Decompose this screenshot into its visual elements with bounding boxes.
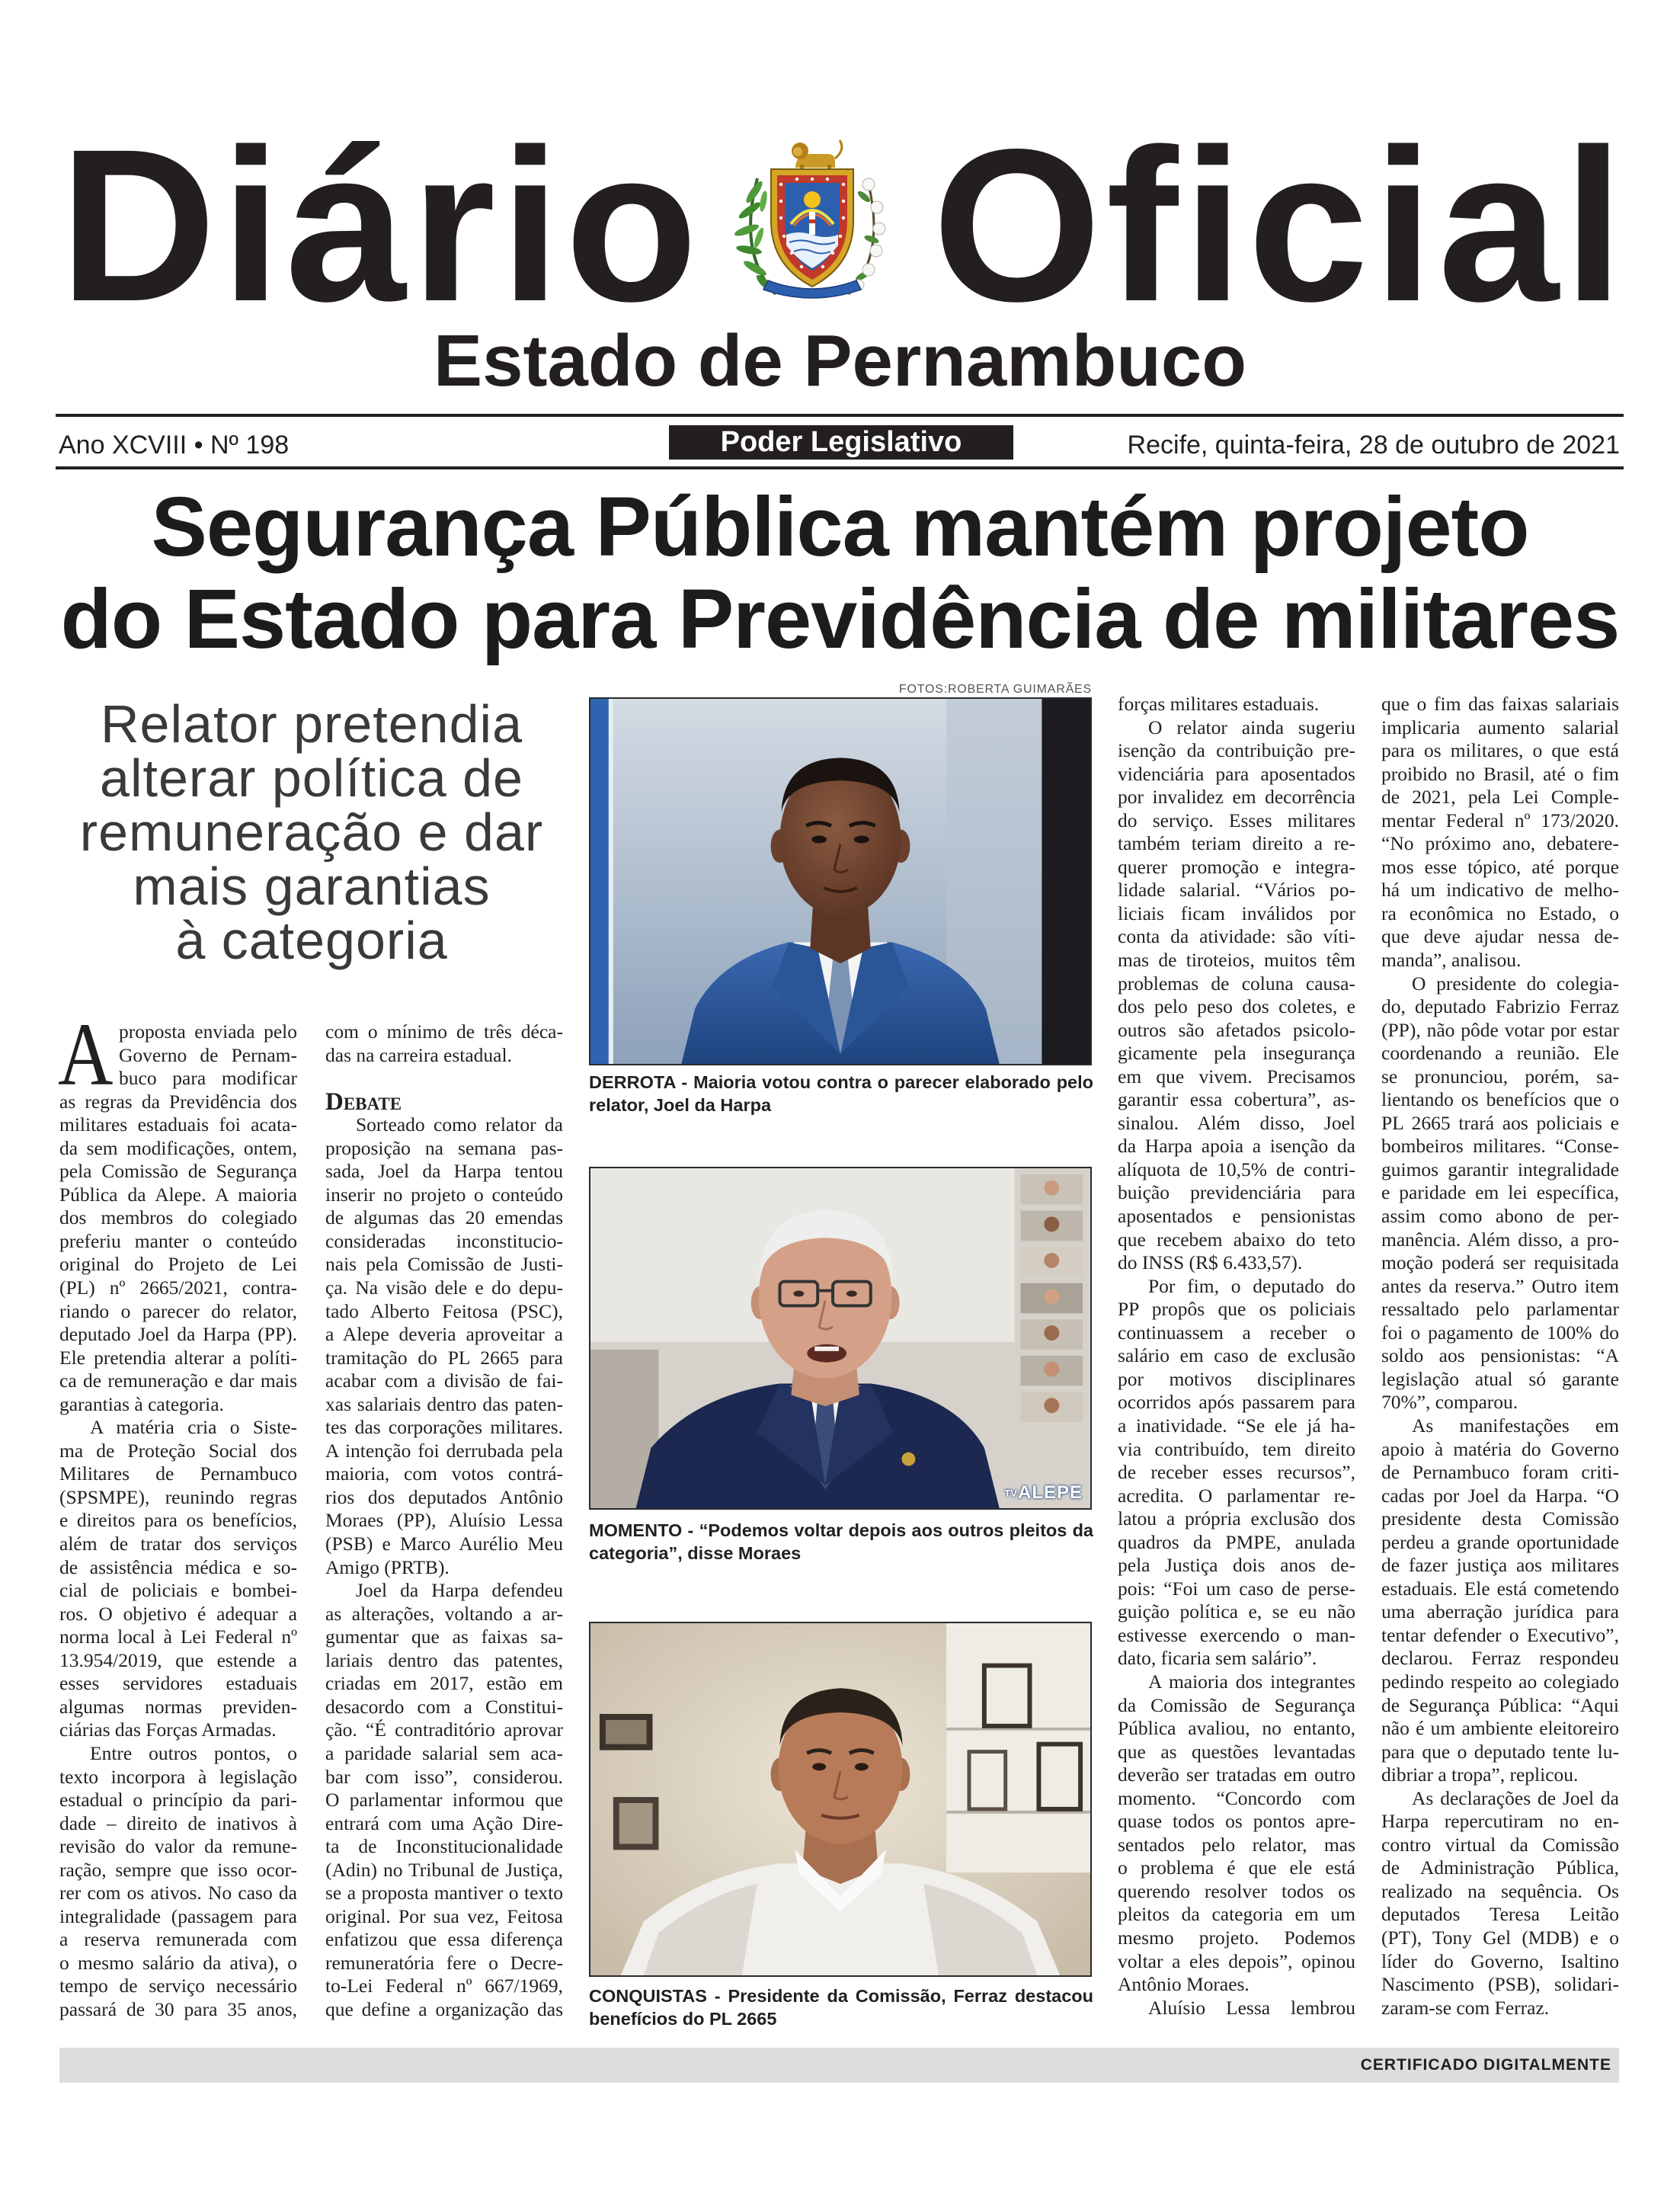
text-line: de Segurança Pública: “Aqui xyxy=(1381,1693,1619,1716)
article-column-2 xyxy=(325,1020,563,2022)
text-line: tentar defender o Executivo”, xyxy=(1381,1623,1619,1646)
text-line: algumas normas previden- xyxy=(59,1695,297,1718)
article-column-3 xyxy=(1118,693,1355,2020)
text-line: lariais dentro das patentes, xyxy=(325,1648,563,1671)
text-line: e paridade em lei específica, xyxy=(1381,1181,1619,1204)
text-line: estadual o princípio da pari- xyxy=(59,1789,297,1811)
text-line: tramitação do PL 2665 para xyxy=(325,1346,563,1369)
caption-line: benefícios do PL 2665 xyxy=(589,2009,777,2029)
photo-caption xyxy=(589,1984,1093,2030)
text-line: perdeu a grande oportunidade xyxy=(1381,1530,1619,1553)
text-line: A matéria cria o Siste- xyxy=(90,1416,297,1439)
text-line: com o mínimo de três déca- xyxy=(325,1020,563,1043)
text-line: Pública avaliou, no entanto, xyxy=(1118,1717,1355,1740)
text-line: ciárias das Forças Armadas. xyxy=(59,1719,277,1741)
text-line: legislação atual só garante xyxy=(1381,1367,1619,1390)
text-line: deverão ser tratadas em outro xyxy=(1118,1763,1355,1786)
text-line: Entre outros pontos, o xyxy=(90,1741,297,1764)
text-line: proibido no Brasil, até o fim xyxy=(1381,762,1619,785)
text-line: ros. O objetivo é adequar a xyxy=(59,1602,297,1625)
video-thumbnails xyxy=(1021,1174,1083,1422)
text-line: do INSS (R$ 6.433,57). xyxy=(1118,1251,1303,1274)
text-line: O presidente do colegia- xyxy=(1412,972,1619,995)
text-line: guimos garantir integralidade xyxy=(1381,1158,1619,1180)
text-line: a paridade salarial sem aca- xyxy=(325,1741,563,1764)
text-line: do, deputado Fabrizio Ferraz xyxy=(1381,995,1619,1018)
photo-ferraz xyxy=(589,1622,1092,1977)
text-line: proposta enviada pelo xyxy=(119,1020,297,1043)
text-line: conta da atividade: são víti- xyxy=(1118,925,1355,948)
paragraph xyxy=(58,1004,297,1416)
paragraph xyxy=(325,1579,563,2021)
text-line: dos pelo peso dos coletes, e xyxy=(1118,995,1355,1018)
text-line: em que vivem. Precisamos xyxy=(1118,1065,1355,1087)
text-line: manda”, analisou. xyxy=(1381,949,1522,972)
shield xyxy=(771,169,853,287)
text-line: realizado na sequência. Os xyxy=(1381,1879,1619,1902)
text-line: Governo de Pernam- xyxy=(119,1043,297,1066)
text-line: ma de Proteção Social dos xyxy=(59,1439,297,1462)
photo-image xyxy=(590,1168,1090,1508)
text-line: estivesse exercendo o man- xyxy=(1118,1623,1355,1646)
text-line: foi o pagamento de 100% do xyxy=(1381,1321,1619,1344)
text-line: ta de Inconstitucionalidade xyxy=(325,1835,563,1858)
text-line: mas de tiroteios, muitos têm xyxy=(1118,949,1355,972)
text-line: ção. “É contraditório aprovar xyxy=(325,1719,563,1741)
text-line: declarou. Ferraz respondeu xyxy=(1381,1647,1619,1670)
text-line: de Pernambuco foram criti- xyxy=(1381,1461,1619,1484)
text-line: Antônio Moraes. xyxy=(1118,1973,1250,1996)
text-line: que recebem abaixo do teto xyxy=(1118,1228,1355,1251)
text-line: de receber esses recursos”, xyxy=(1118,1461,1355,1484)
text-line: A maioria dos integrantes xyxy=(1148,1670,1355,1693)
sugarcane-branch xyxy=(733,178,776,294)
text-line: se pronunciou, porém, sa- xyxy=(1381,1065,1619,1087)
photo-credit: FOTOS:ROBERTA GUIMARÃES xyxy=(898,683,1092,696)
text-line: outros são afetados psicolo- xyxy=(1118,1018,1355,1041)
paragraph xyxy=(1381,1787,1619,2020)
footer-bar xyxy=(59,2048,1619,2083)
text-line: acabar com a divisão de fai- xyxy=(325,1369,563,1392)
text-line: to-Lei Federal nº 667/1969, xyxy=(325,1975,563,1997)
text-line: dato, ficaria sem salário”. xyxy=(1118,1647,1317,1670)
text-line: para os militares, o que está xyxy=(1381,739,1619,762)
text-line: Moraes (PP), Aluísio Lessa xyxy=(325,1509,563,1532)
text-line: pleitos da categoria em um xyxy=(1118,1903,1355,1926)
text-line: por invalidez em decorrência xyxy=(1118,786,1355,809)
headline-line: do Estado para Previdência de militares xyxy=(60,572,1620,666)
photo-caption xyxy=(589,1071,1093,1116)
text-line: PP propôs que os policiais xyxy=(1118,1298,1355,1321)
text-line: que deve ajudar nessa de- xyxy=(1381,925,1619,948)
text-line: implicaria aumento salarial xyxy=(1381,716,1619,738)
text-line: dibriar a tropa”, replicou. xyxy=(1381,1763,1579,1786)
text-line: Nascimento (PSB), solidari- xyxy=(1381,1973,1619,1996)
tv-logo-prefix: TV xyxy=(1004,1488,1017,1499)
text-line: latou a própria exclusão dos xyxy=(1118,1507,1355,1530)
text-line: buição previdenciária para xyxy=(1118,1181,1355,1204)
coat-of-arms-icon xyxy=(721,131,904,305)
section-subheading: Debate xyxy=(325,1087,402,1116)
text-line: sentados pelo relator, mas xyxy=(1118,1833,1355,1856)
text-line: da Harpa apoia a isenção da xyxy=(1118,1135,1355,1158)
paragraph xyxy=(1118,1997,1355,2020)
text-line: lientando os benefícios que o xyxy=(1381,1088,1619,1111)
text-line: mesmo projeto. Podemos xyxy=(1118,1926,1355,1949)
text-line: estaduais. Ele está cometendo xyxy=(1381,1577,1619,1600)
masthead-title-left: Diário xyxy=(59,104,702,347)
digital-certification-label: CERTIFICADO DIGITALMENTE xyxy=(1360,2056,1611,2074)
text-line: 13.954/2019, que estende a xyxy=(59,1648,297,1671)
text-line: forças militares estaduais. xyxy=(1118,693,1320,715)
text-line: isenção da contribuição pre- xyxy=(1118,739,1355,762)
text-line: gicamente pela insegurança xyxy=(1118,1042,1355,1065)
text-line: que o fim das faixas salariais xyxy=(1381,693,1619,715)
text-line: Aluísio Lessa lembrou xyxy=(1148,1996,1355,2019)
caption-line: CONQUISTAS - Presidente da Comissão, Ferraz destacou xyxy=(589,1986,1093,2006)
text-line: ça. Na visão dele e do depu- xyxy=(325,1276,563,1299)
text-line: (PSB) e Marco Aurélio Meu xyxy=(325,1533,563,1555)
text-line: quase todos os pontos apre- xyxy=(1118,1810,1355,1833)
text-line: riando o parecer do relator, xyxy=(59,1299,297,1322)
text-line: de 2021, pela Lei Comple- xyxy=(1381,786,1619,809)
text-line: de algumas das 20 emendas xyxy=(325,1206,563,1229)
drop-cap: A xyxy=(58,1004,114,1104)
text-line: quadros da PMPE, anulada xyxy=(1118,1530,1355,1553)
text-line: há um indicativo de melho- xyxy=(1381,879,1619,902)
top-rule xyxy=(56,414,1624,417)
paragraph xyxy=(1381,972,1619,1414)
text-line: tempo de serviço necessário xyxy=(59,1975,297,1997)
text-line: que as questões levantadas xyxy=(1118,1740,1355,1763)
text-line: pela Comissão de Segurança xyxy=(59,1160,297,1183)
text-line: videnciária para aposentados xyxy=(1118,762,1355,785)
text-line: Militares de Pernambuco xyxy=(59,1462,297,1485)
text-line: tes das corporações militares. xyxy=(325,1416,563,1439)
text-line: PL 2665 trará aos policiais e xyxy=(1381,1111,1619,1134)
paragraph xyxy=(1118,1670,1355,1997)
text-line: 70%”, comparou. xyxy=(1381,1391,1518,1414)
subheadline-line: mais garantias xyxy=(133,857,491,916)
text-line: por motivos disciplinares xyxy=(1118,1367,1355,1390)
text-line: presidente desta Comissão xyxy=(1381,1507,1619,1530)
text-line: da sem modificações, ontem, xyxy=(59,1136,297,1159)
text-line: sada, Joel da Harpa tentou xyxy=(325,1160,563,1183)
text-line: a Alepe deveria aproveitar a xyxy=(325,1323,563,1346)
text-line: que define a organização das xyxy=(325,1997,563,2020)
text-line: querer promoção e integra- xyxy=(1118,855,1355,878)
text-line: consideradas inconstitucio- xyxy=(325,1229,563,1252)
text-line: tado Alberto Feitosa (PSC), xyxy=(325,1299,563,1322)
text-line: líder do Governo, Isaltino xyxy=(1381,1949,1619,1972)
text-line: ca de remuneração e dar mais xyxy=(59,1369,297,1392)
text-line: assim como abono de per- xyxy=(1381,1205,1619,1228)
caption-line: categoria”, disse Moraes xyxy=(589,1543,802,1563)
text-line: desacordo com a Constitui- xyxy=(325,1695,563,1718)
text-line: uma aberração jurídica para xyxy=(1381,1600,1619,1623)
paragraph xyxy=(325,1113,563,1579)
text-line: manência. Além disso, a pro- xyxy=(1381,1228,1619,1251)
text-line: original. Por sua vez, Feitosa xyxy=(325,1904,563,1927)
text-line: sinalou. Além disso, Joel xyxy=(1118,1111,1355,1134)
text-line: criadas em 2017, estão em xyxy=(325,1672,563,1695)
text-line: dade – direito de inativos à xyxy=(59,1811,297,1834)
text-line: Sorteado como relator da xyxy=(356,1113,563,1136)
text-line: mentar Federal nº 173/2020. xyxy=(1381,809,1619,831)
text-line: as regras da Previdência dos xyxy=(59,1090,297,1113)
photo-caption xyxy=(589,1519,1093,1565)
text-line: gumentar que as faixas sa- xyxy=(325,1626,563,1648)
text-line: bombeiros militares. “Conse- xyxy=(1381,1135,1619,1158)
paragraph xyxy=(59,1742,297,2022)
text-line: Por fim, o deputado do xyxy=(1148,1274,1355,1297)
text-line: problemas de coluna causa- xyxy=(1118,972,1355,995)
text-line: Pública da Alepe. A maioria xyxy=(59,1183,297,1206)
caption-line: DERROTA - Maioria votou contra o parecer elaborado pelo xyxy=(589,1072,1093,1092)
text-line: O relator ainda sugeriu xyxy=(1148,716,1355,738)
paragraph xyxy=(1381,1414,1619,1787)
text-line: momento. “Concordo com xyxy=(1118,1786,1355,1809)
tv-logo-name: ALEPE xyxy=(1017,1482,1083,1503)
bottom-rule xyxy=(56,466,1624,469)
text-line: aposentados e pensionistas xyxy=(1118,1205,1355,1228)
text-line: ressaltado pelo parlamentar xyxy=(1381,1298,1619,1321)
text-line: garantir essa cobertura”, as- xyxy=(1118,1088,1355,1111)
subheadline xyxy=(56,694,568,970)
text-line: além de tratar dos serviços xyxy=(59,1533,297,1555)
paragraph xyxy=(1118,716,1355,1275)
text-line: norma local à Lei Federal nº xyxy=(59,1626,297,1648)
lion-icon xyxy=(792,140,842,169)
text-line: Amigo (PRTB). xyxy=(325,1555,450,1578)
text-line: de Administração Pública, xyxy=(1381,1856,1619,1879)
paragraph xyxy=(325,1020,563,1067)
subheadline-line: à categoria xyxy=(175,911,448,970)
text-line: enfatizou que essa diferença xyxy=(325,1928,563,1951)
text-line: (Adin) no Tribunal de Justiça, xyxy=(325,1858,563,1881)
text-line: de assistência médica e so- xyxy=(59,1555,297,1578)
text-line: cadas por Joel da Harpa. “O xyxy=(1381,1484,1619,1507)
photo-moraes xyxy=(589,1167,1092,1510)
text-line: ra econômica no Estado, o xyxy=(1381,902,1619,924)
text-line: “No próximo ano, debatere- xyxy=(1381,832,1619,855)
text-line: coordenando a reunião. Ele xyxy=(1381,1042,1619,1065)
text-line: pela Justiça dois anos de- xyxy=(1118,1554,1355,1577)
text-line: (PL) nº 2665/2021, contra- xyxy=(59,1276,297,1299)
text-line: lidade salarial. “Vários po- xyxy=(1118,879,1355,902)
text-line: pedindo respeito ao colegiado xyxy=(1381,1670,1619,1693)
text-line: o mesmo salário da ativa), o xyxy=(59,1951,297,1974)
text-line: rer com os ativos. No caso da xyxy=(59,1882,297,1904)
subheadline-line: Relator pretendia xyxy=(101,694,523,754)
text-line: xas salariais dentro das paten- xyxy=(325,1392,563,1415)
text-line: do serviço. Esses militares xyxy=(1118,809,1355,831)
text-line: buco para modificar xyxy=(119,1067,297,1090)
text-line: salário em caso de exclusão xyxy=(1118,1344,1355,1367)
text-line: rios dos deputados Antônio xyxy=(325,1485,563,1508)
text-line: Ele pretendia alterar a políti- xyxy=(59,1346,297,1369)
text-line: alíquota de 10,5% de contri- xyxy=(1118,1158,1355,1180)
text-line: voltar a eles depois”, opinou xyxy=(1118,1949,1355,1972)
text-line: deputado Joel da Harpa (PP). xyxy=(59,1323,297,1346)
text-line: a inatividade. “Se ele já ha- xyxy=(1118,1414,1355,1437)
text-line: texto incorpora à legislação xyxy=(59,1765,297,1788)
text-line: militares estaduais foi acata- xyxy=(59,1113,297,1136)
text-line: esses servidores estaduais xyxy=(59,1672,297,1695)
masthead-title-right: Oficial xyxy=(932,104,1628,347)
text-line: ocorridos após passarem para xyxy=(1118,1391,1355,1414)
text-line: inserir no projeto o conteúdo xyxy=(325,1183,563,1206)
text-line: Harpa repercutiram no en- xyxy=(1381,1810,1619,1833)
text-line: de fazer justiça aos militares xyxy=(1381,1554,1619,1577)
text-line: O parlamentar informou que xyxy=(325,1789,563,1811)
paragraph xyxy=(1118,1275,1355,1670)
text-line: zaram-se com Ferraz. xyxy=(1381,1996,1550,2019)
text-line: maioria, com votos contrá- xyxy=(325,1462,563,1485)
text-line: via contribuído, tem direito xyxy=(1118,1437,1355,1460)
text-line: original do Projeto de Lei xyxy=(59,1253,297,1276)
text-line: também teriam direito a re- xyxy=(1118,832,1355,855)
photo-image xyxy=(590,699,1090,1064)
text-line: nais pela Comissão de Justi- xyxy=(325,1253,563,1276)
cotton-branch xyxy=(849,178,885,294)
section-label: Poder Legislativo xyxy=(669,425,1013,460)
text-line: proposição na semana pas- xyxy=(325,1136,563,1159)
text-line: a reserva remunerada com xyxy=(59,1928,297,1951)
text-line: querendo resolver todos os xyxy=(1118,1879,1355,1902)
text-line: antes da reserva.” Outro item xyxy=(1381,1274,1619,1297)
subheadline-line: remuneração e dar xyxy=(79,802,544,862)
issue-number: Ano XCVIII • Nº 198 xyxy=(59,431,290,460)
paragraph xyxy=(59,1416,297,1742)
edition-date: Recife, quinta-feira, 28 de outubro de 2021 xyxy=(1127,431,1620,460)
text-line: da Comissão de Segurança xyxy=(1118,1693,1355,1716)
text-line: para que o deputado tente lu- xyxy=(1381,1740,1619,1763)
headline-line: Segurança Pública mantém projeto xyxy=(151,480,1529,574)
text-line: guição política e, se eu não xyxy=(1118,1600,1355,1623)
text-line: entrará com uma Ação Dire- xyxy=(325,1811,563,1834)
text-line: integralidade (passagem para xyxy=(59,1904,297,1927)
text-line: Joel da Harpa defendeu xyxy=(356,1579,563,1602)
text-line: (PT), Tony Gel (MDB) e o xyxy=(1381,1926,1619,1949)
text-line: moção poderá ser requisitada xyxy=(1381,1251,1619,1274)
text-line: bar com isso”, considerou. xyxy=(325,1765,563,1788)
text-line: dos membros do colegiado xyxy=(59,1206,297,1229)
text-line: liciais ficam inválidos por xyxy=(1118,902,1355,924)
text-line: o problema é que ele está xyxy=(1118,1856,1355,1879)
text-line: continuassem a receber o xyxy=(1118,1321,1355,1344)
text-line: garantias à categoria. xyxy=(59,1392,224,1415)
text-line: e direitos para os benefícios, xyxy=(59,1509,297,1532)
masthead-subtitle: Estado de Pernambuco xyxy=(434,320,1246,402)
text-line: preferiu manter o conteúdo xyxy=(59,1229,297,1252)
paragraph xyxy=(1118,693,1355,716)
text-line: (PP), não pôde votar por estar xyxy=(1381,1018,1619,1041)
caption-line: relator, Joel da Harpa xyxy=(589,1095,772,1115)
text-line: acredita. O parlamentar re- xyxy=(1118,1484,1355,1507)
text-line: ração, sempre que isso ocor- xyxy=(59,1858,297,1881)
text-line: não é um ambiente eleitoreiro xyxy=(1381,1717,1619,1740)
text-line: soldo aos pensionistas: “A xyxy=(1381,1344,1619,1367)
subheadline-line: alterar política de xyxy=(100,748,523,808)
paragraph xyxy=(1381,693,1619,972)
tv-alepe-logo xyxy=(1004,1482,1083,1504)
text-line: passará de 30 para 35 anos, xyxy=(59,1997,297,2020)
photo-relator xyxy=(589,697,1092,1065)
text-line: A intenção foi derrubada pela xyxy=(325,1439,563,1462)
article-column-4 xyxy=(1381,693,1619,2020)
text-line: remuneratória fere o Decre- xyxy=(325,1951,563,1974)
text-line: das na carreira estadual. xyxy=(325,1043,512,1066)
photo-image xyxy=(590,1623,1090,1975)
text-line: As manifestações em xyxy=(1412,1414,1619,1437)
text-line: apoio à matéria do Governo xyxy=(1381,1437,1619,1460)
text-line: pois: “Foi um caso de perse- xyxy=(1118,1577,1355,1600)
caption-line: MOMENTO - “Podemos voltar depois aos outros pleitos da xyxy=(589,1520,1093,1540)
text-line: revisão do valor da remune- xyxy=(59,1835,297,1858)
text-line: contro virtual da Comissão xyxy=(1381,1833,1619,1856)
text-line: As declarações de Joel da xyxy=(1412,1786,1619,1809)
text-line: deputados Teresa Leitão xyxy=(1381,1903,1619,1926)
text-line: mos esse tópico, até porque xyxy=(1381,855,1619,878)
article-column-1 xyxy=(58,1004,297,2022)
text-line: cial de policiais e bombei- xyxy=(59,1579,297,1602)
text-line: as alterações, voltando a ar- xyxy=(325,1602,563,1625)
text-line: se a proposta mantiver o texto xyxy=(325,1882,563,1904)
text-line: (SPSMPE), reunindo regras xyxy=(59,1485,297,1508)
